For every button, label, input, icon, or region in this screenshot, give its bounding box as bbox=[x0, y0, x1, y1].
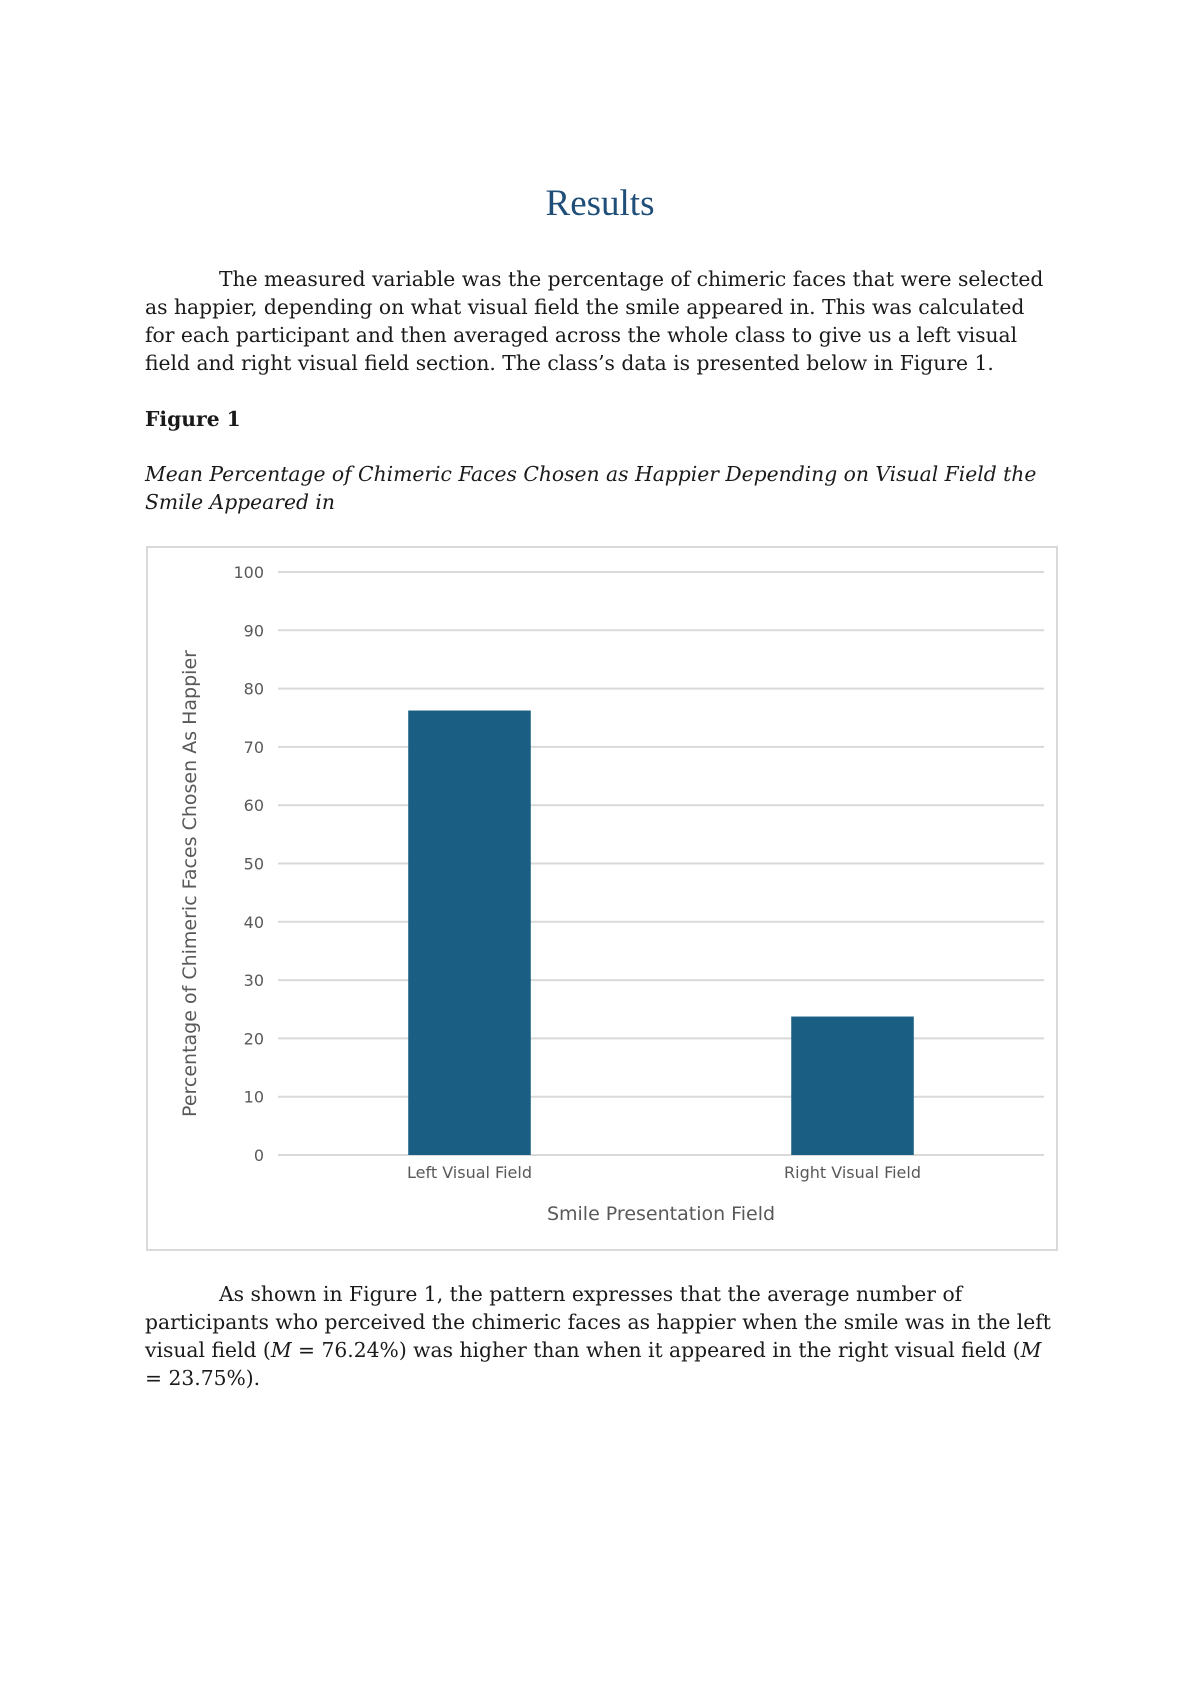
y-tick-labels bbox=[233, 563, 264, 1165]
x-category-label: Left Visual Field bbox=[407, 1163, 532, 1182]
y-tick-label: 40 bbox=[243, 912, 264, 932]
y-tick-label: 20 bbox=[243, 1029, 264, 1049]
bars bbox=[408, 711, 914, 1155]
results-paragraph bbox=[145, 1280, 1055, 1392]
y-tick-label: 90 bbox=[243, 621, 264, 641]
results-text-part3: = 23.75%). bbox=[145, 1366, 261, 1390]
y-tick-label: 100 bbox=[233, 563, 264, 582]
y-axis-title: Percentage of Chimeric Faces Chosen As Happier bbox=[179, 650, 201, 1117]
bar bbox=[791, 1017, 914, 1155]
y-tick-label: 30 bbox=[243, 971, 264, 991]
gridlines bbox=[278, 572, 1044, 1155]
y-tick-label: 60 bbox=[243, 796, 264, 816]
figure-title: Mean Percentage of Chimeric Faces Chosen as Happier Depending on Visual Field the Smile Appeared in bbox=[145, 462, 1037, 514]
x-category-labels bbox=[407, 1163, 921, 1182]
results-text-part1: As shown in Figure 1, the pattern expresses that the average number of participants who perceived the chimeric faces as happier when the smile was in the left visual field ( bbox=[145, 1282, 1051, 1362]
results-text-part2: = 76.24%) was higher than when it appeared in the right visual field ( bbox=[291, 1338, 1021, 1362]
y-tick-label: 80 bbox=[243, 679, 264, 699]
figure-label: Figure 1 bbox=[145, 407, 241, 431]
intro-paragraph: The measured variable was the percentage of chimeric faces that were selected as happier, depending on what visual field the smile appeared in. This was calculated for each participant and then averaged across the whole class to give us a left visual field and right visual field section. The class’s data is presented below in Figure 1. bbox=[145, 267, 1044, 375]
x-axis-title: Smile Presentation Field bbox=[546, 1203, 776, 1225]
bar bbox=[408, 711, 531, 1155]
y-tick-label: 0 bbox=[253, 1146, 264, 1165]
x-category-label: Right Visual Field bbox=[784, 1163, 921, 1182]
mean-symbol: M bbox=[270, 1338, 292, 1362]
page-heading: Results bbox=[545, 183, 655, 224]
y-tick-label: 70 bbox=[243, 737, 264, 757]
y-tick-label: 10 bbox=[243, 1087, 264, 1107]
y-tick-label: 50 bbox=[243, 854, 264, 874]
mean-symbol: M bbox=[1020, 1338, 1042, 1362]
chart-canvas bbox=[148, 548, 1056, 1249]
bar-chart bbox=[146, 546, 1058, 1251]
